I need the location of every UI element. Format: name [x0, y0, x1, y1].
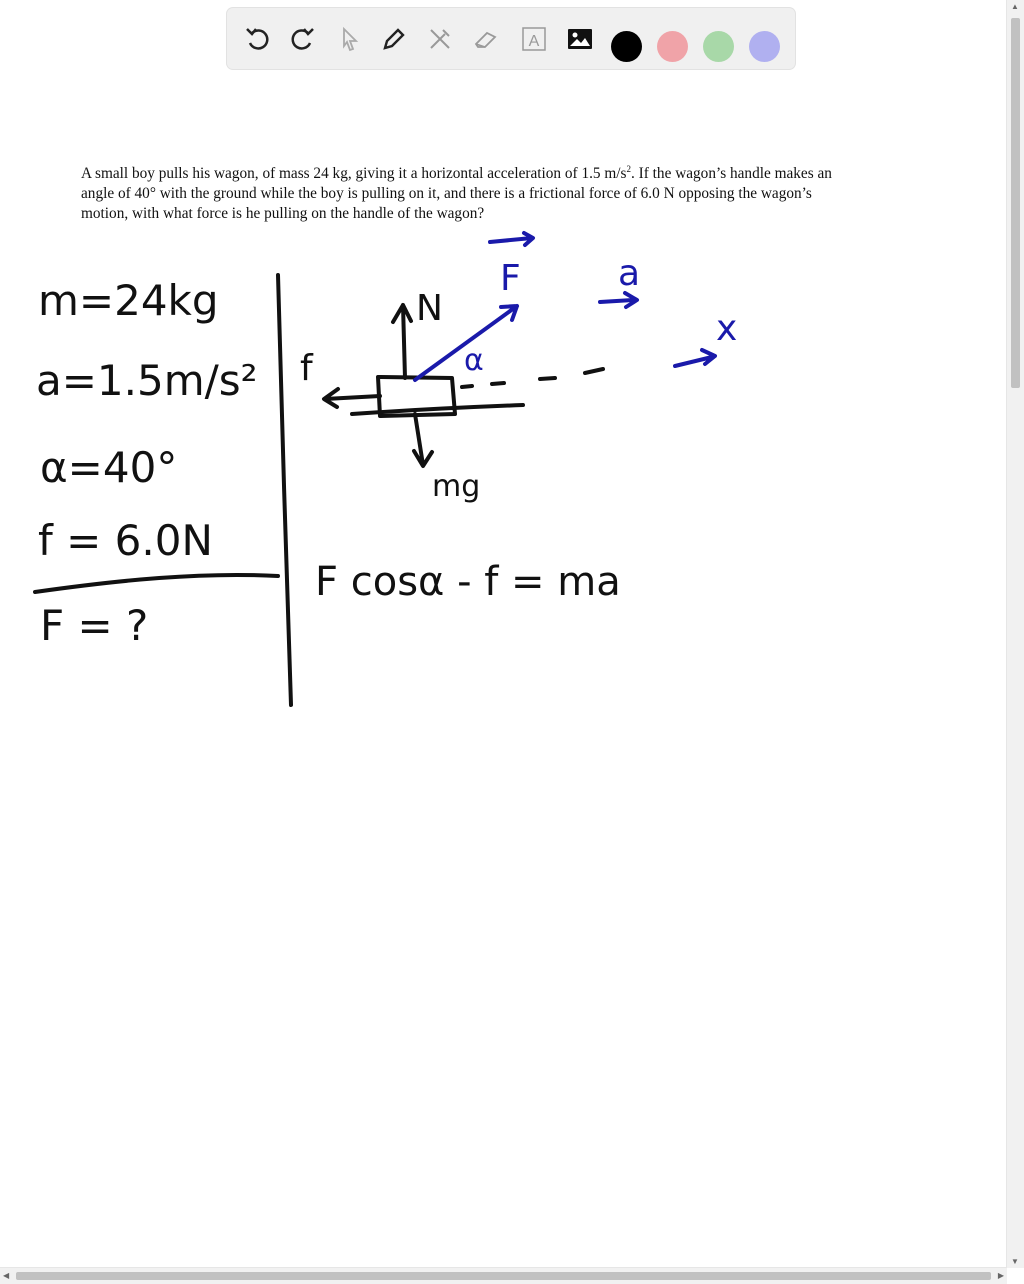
unknown-force: F = ?: [40, 601, 149, 650]
given-angle: α=40°: [40, 443, 178, 492]
scroll-left-icon[interactable]: ◀: [3, 1271, 10, 1280]
label-angle: α: [464, 343, 484, 378]
accel-arrow: [600, 293, 637, 307]
given-friction: f = 6.0N: [38, 516, 213, 565]
given-mass: m=24kg: [38, 276, 219, 325]
scroll-up-icon[interactable]: ▲: [1011, 2, 1019, 11]
x-axis-arrow: [675, 350, 715, 366]
gravity-arrow: [414, 414, 432, 466]
vertical-scroll-thumb[interactable]: [1011, 18, 1020, 388]
scroll-right-icon[interactable]: ▶: [997, 1271, 1004, 1280]
horizontal-scrollbar[interactable]: [0, 1267, 1007, 1284]
label-normal: N: [416, 288, 443, 329]
F-vector-bar: [490, 233, 533, 245]
label-friction: f: [300, 348, 313, 389]
scroll-down-icon[interactable]: ▼: [1011, 1257, 1019, 1266]
label-x-axis: x: [716, 308, 738, 349]
label-acceleration: a: [618, 253, 641, 294]
vertical-divider-line: [278, 275, 291, 705]
normal-force-arrow: [393, 305, 411, 378]
horizontal-scroll-thumb[interactable]: [16, 1272, 991, 1280]
label-applied-force: F: [500, 258, 521, 299]
given-acceleration: a=1.5m/s²: [36, 356, 258, 405]
label-weight: mg: [432, 469, 481, 504]
newton-equation: F cosα - f = ma: [315, 559, 621, 605]
vertical-scrollbar[interactable]: [1006, 0, 1024, 1268]
problem-statement: A small boy pulls his wagon, of mass 24 kg, giving it a horizontal acceleration of 1.5 $m/s^2$. If the wagon’s handle makes an angle of 40° with the ground while the boy is pulling on it, and there is a frictional force of 6.0 N opposing the wagon’s motion, with what force is he pulling on the handle of the wagon?: [81, 164, 832, 223]
horizontal-divider-line: [35, 575, 278, 592]
svg-text:A: A: [528, 33, 540, 50]
friction-arrow: [324, 389, 380, 407]
